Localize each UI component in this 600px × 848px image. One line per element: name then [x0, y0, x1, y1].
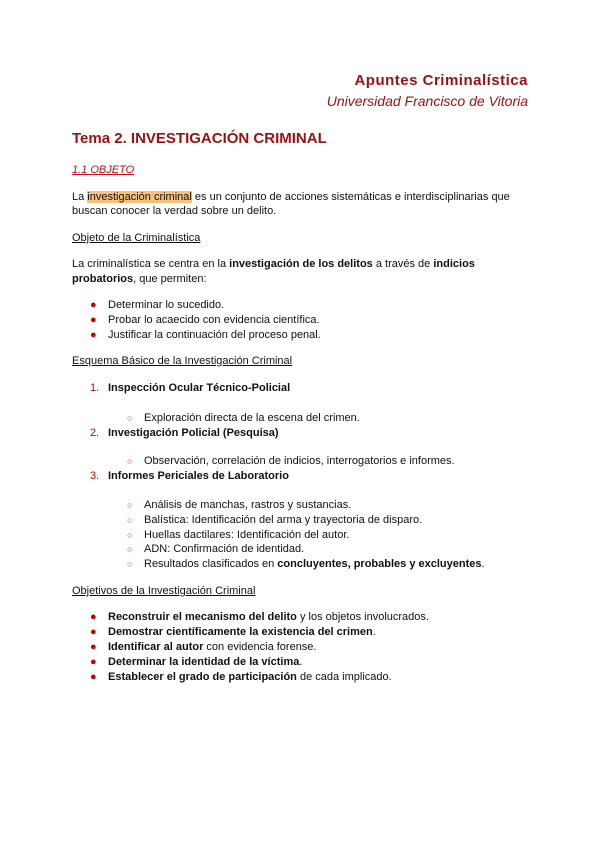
sub-item — [127, 513, 422, 527]
step-3 — [90, 469, 289, 483]
bullet-icon: ● — [90, 641, 97, 653]
item-text: con evidencia forense. — [203, 641, 317, 653]
bullet-icon: ● — [90, 626, 97, 638]
bold-text: Identificar al autor — [108, 641, 204, 653]
bold-text: Determinar la identidad de la víctima — [108, 656, 300, 668]
circle-bullet-icon: ○ — [127, 515, 133, 525]
step-title: Investigación Policial (Pesquisa) — [108, 427, 279, 439]
sub-item — [127, 498, 351, 512]
item-text: Justificar la continuación del proceso penal. — [108, 329, 321, 341]
circle-bullet-icon: ○ — [127, 413, 133, 423]
bold-text: indicios — [433, 258, 475, 270]
bullet-icon: ● — [90, 329, 97, 341]
item-text: Probar lo acaecido con evidencia científica. — [108, 314, 320, 326]
item-text: Análisis de manchas, rastros y sustancias. — [144, 499, 352, 511]
bold-text: Demostrar científicamente la existencia del crimen — [108, 626, 373, 638]
list-item — [90, 670, 392, 684]
item-text: Balística: Identificación del arma y trayectoria de disparo. — [144, 514, 423, 526]
item-text: Observación, correlación de indicios, interrogatorios e informes. — [144, 455, 455, 467]
step-number: 2. — [90, 427, 100, 439]
item-text: Exploración directa de la escena del crimen. — [144, 412, 360, 424]
text: . — [481, 558, 485, 570]
item-text: y los objetos involucrados. — [296, 611, 429, 623]
bullet-icon: ● — [90, 314, 97, 326]
step-number: 3. — [90, 470, 100, 482]
sub-item — [127, 542, 304, 556]
text: La — [72, 191, 88, 203]
page-title: Tema 2. INVESTIGACIÓN CRIMINAL — [72, 130, 327, 147]
step-title: Informes Periciales de Laboratorio — [108, 470, 289, 482]
list-item — [90, 298, 224, 312]
header-subtitle: Universidad Francisco de Vitoria — [326, 93, 528, 109]
bullet-icon: ● — [90, 671, 97, 683]
sub-item — [127, 454, 455, 468]
item-text: Huellas dactilares: Identificación del autor. — [144, 529, 350, 541]
item-text: Resultados clasificados en — [144, 558, 278, 570]
bullet-icon: ● — [90, 656, 97, 668]
item-text: . — [372, 626, 376, 638]
item-text: ADN: Confirmación de identidad. — [144, 543, 305, 555]
bullet-icon: ● — [90, 611, 97, 623]
objeto-line-2 — [72, 272, 207, 286]
step-1 — [90, 381, 290, 395]
circle-bullet-icon: ○ — [127, 456, 133, 466]
circle-bullet-icon: ○ — [127, 530, 133, 540]
esquema-heading: Esquema Básico de la Investigación Criminal — [72, 355, 293, 367]
circle-bullet-icon: ○ — [127, 500, 133, 510]
list-item — [90, 610, 429, 624]
section-heading: 1.1 OBJETO — [72, 164, 135, 176]
intro-line-1 — [72, 190, 510, 204]
step-number: 1. — [90, 382, 100, 394]
bold-text: Reconstruir el mecanismo del delito — [108, 611, 297, 623]
list-item — [90, 625, 376, 639]
bold-text: concluyentes, probables y excluyentes — [277, 558, 482, 570]
text: , que permiten: — [133, 273, 207, 285]
bold-text: investigación de los delitos — [229, 258, 373, 270]
highlighted-term: investigación criminal — [87, 191, 192, 203]
step-2 — [90, 426, 279, 440]
list-item — [90, 328, 321, 342]
bullet-icon: ● — [90, 299, 97, 311]
text: es un conjunto de acciones sistemáticas e interdisciplinarias que — [191, 191, 510, 203]
item-text: . — [299, 656, 303, 668]
circle-bullet-icon: ○ — [127, 559, 133, 569]
list-item — [90, 655, 302, 669]
list-item — [90, 640, 317, 654]
objetivos-heading: Objetivos de la Investigación Criminal — [72, 585, 256, 597]
objeto-heading: Objeto de la Criminalística — [72, 232, 201, 244]
text: La criminalística se centra en la — [72, 258, 230, 270]
item-text: de cada implicado. — [296, 671, 392, 683]
text: a través de — [372, 258, 434, 270]
sub-item — [127, 528, 349, 542]
list-item — [90, 313, 320, 327]
objeto-line-1 — [72, 257, 475, 271]
intro-line-2: buscan conocer la verdad sobre un delito. — [72, 205, 277, 217]
header-title: Apuntes Criminalística — [354, 72, 528, 89]
sub-item — [127, 557, 485, 571]
bold-text: Establecer el grado de participación — [108, 671, 297, 683]
bold-text: probatorios — [72, 273, 134, 285]
circle-bullet-icon: ○ — [127, 544, 133, 554]
step-title: Inspección Ocular Técnico-Policial — [108, 382, 291, 394]
sub-item — [127, 411, 360, 425]
item-text: Determinar lo sucedido. — [108, 299, 225, 311]
